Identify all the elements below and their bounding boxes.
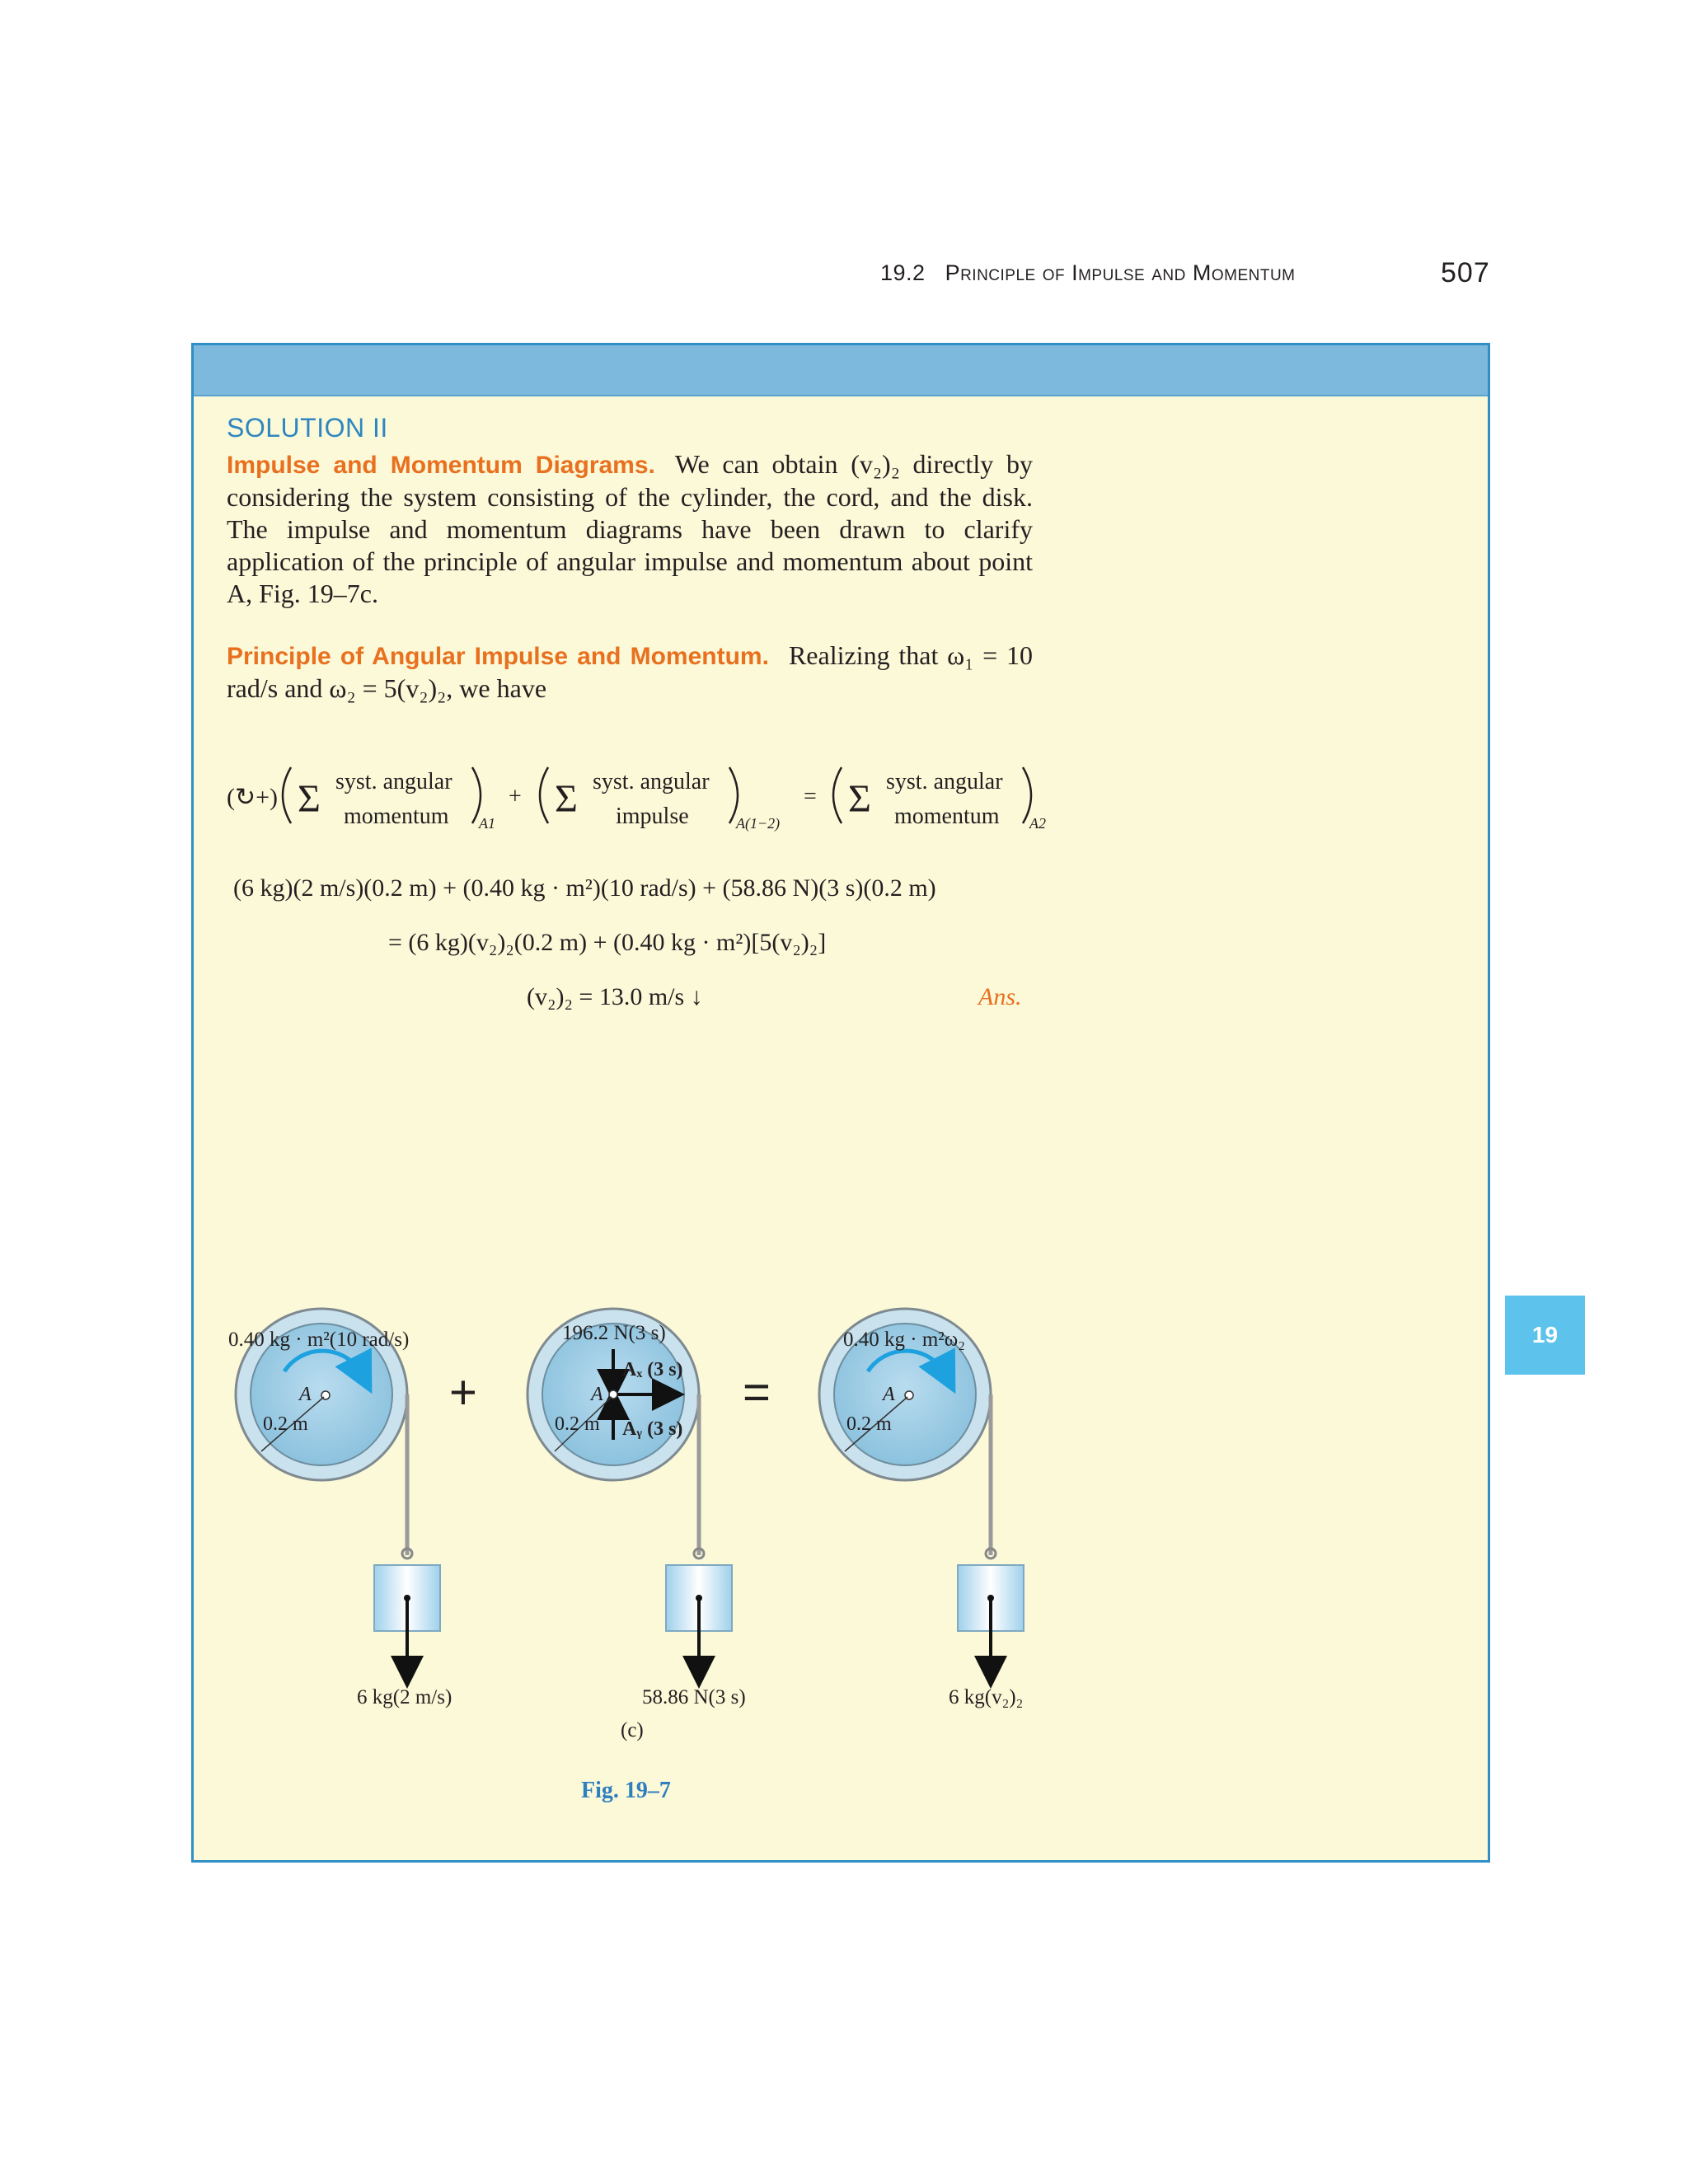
block-center-3	[987, 1595, 994, 1601]
term1-sub: A1	[479, 815, 495, 832]
diagram-momentum-2	[819, 1309, 1024, 1708]
term3-sub: A2	[1029, 815, 1046, 832]
running-head	[880, 260, 1296, 286]
diagram-impulse	[528, 1309, 746, 1741]
figure-caption: Fig. 19–7	[581, 1778, 671, 1803]
sigma-2: Σ	[555, 777, 578, 821]
solution-title: SOLUTION II	[227, 413, 388, 443]
label-moment-3: 0.40 kg · m²ω₂	[843, 1329, 965, 1351]
section-number: 19.2	[880, 260, 926, 285]
term3-bottom: momentum	[894, 804, 1000, 829]
label-bottom-1: 6 kg(2 m/s)	[357, 1686, 452, 1708]
paren-left-2	[540, 767, 548, 823]
plus-sign: +	[449, 1366, 477, 1419]
block-center-2	[696, 1595, 702, 1601]
equals-op: =	[804, 784, 817, 809]
sigma-3: Σ	[848, 777, 871, 821]
label-Ax: Aₓ (3 s)	[622, 1359, 683, 1380]
label-r-3: 0.2 m	[846, 1413, 892, 1435]
section-title: Principle of Impulse and Momentum	[945, 260, 1296, 285]
label-A-2: A	[591, 1384, 603, 1405]
label-Ay: Aᵧ (3 s)	[622, 1418, 683, 1440]
label-weight-impulse: 196.2 N(3 s)	[562, 1322, 666, 1344]
example-box	[191, 343, 1490, 1863]
label-A-3: A	[883, 1384, 895, 1405]
label-r-1: 0.2 m	[263, 1413, 308, 1435]
label-A-1: A	[299, 1384, 312, 1405]
answer-label: Ans.	[978, 983, 1022, 1010]
paragraph-diagrams-text: We can obtain (v₂)₂ directly by considering the system consisting of the cylinder, the cord, and the disk. The impulse and momentum diagrams have been drawn to clarify application of the principle of angular impulse and momentum about point A, Fig. 19–7c.	[227, 449, 1033, 608]
chapter-tab[interactable]: 19	[1505, 1296, 1585, 1375]
label-bottom-3: 6 kg(v₂)₂	[949, 1686, 1024, 1708]
heading-diagrams: Impulse and Momentum Diagrams.	[227, 452, 655, 479]
equals-sign: =	[743, 1366, 771, 1419]
eq-sign: (↻+)	[227, 784, 279, 811]
eq-line-2: = (6 kg)(v₂)₂(0.2 m) + (0.40 kg · m²)[5(v₂)₂]	[388, 929, 827, 956]
label-r-2: 0.2 m	[555, 1413, 600, 1435]
label-moment-1: 0.40 kg · m²(10 rad/s)	[228, 1329, 410, 1351]
block-center-1	[404, 1595, 410, 1601]
term3-top: syst. angular	[886, 769, 1003, 794]
plus-op: +	[509, 784, 522, 809]
eq-line-3: (v₂)₂ = 13.0 m/s ↓	[527, 983, 703, 1010]
term2-bottom: impulse	[616, 804, 689, 829]
term1-bottom: momentum	[344, 804, 449, 829]
eq-line-1: (6 kg)(2 m/s)(0.2 m) + (0.40 kg · m²)(10 rad/s) + (58.86 N)(3 s)(0.2 m)	[233, 874, 936, 902]
term1-top: syst. angular	[335, 769, 452, 794]
page-number: 507	[1441, 257, 1490, 288]
term2-top: syst. angular	[593, 769, 710, 794]
term2-sub: A(1−2)	[736, 815, 781, 832]
label-bottom-2: 58.86 N(3 s)	[642, 1686, 746, 1708]
label-part-c: (c)	[621, 1719, 644, 1741]
equation-and-figure	[194, 345, 1493, 1865]
paren-left-3	[833, 767, 842, 823]
diagram-momentum-1	[228, 1309, 452, 1708]
sigma-1: Σ	[298, 777, 321, 821]
paren-left-1	[283, 767, 291, 823]
paragraph-principle-text: Realizing that ω₁ = 10 rad/s and ω₂ = 5(v₂)₂, we have	[227, 640, 1033, 703]
heading-principle: Principle of Angular Impulse and Momentum.	[227, 643, 769, 670]
